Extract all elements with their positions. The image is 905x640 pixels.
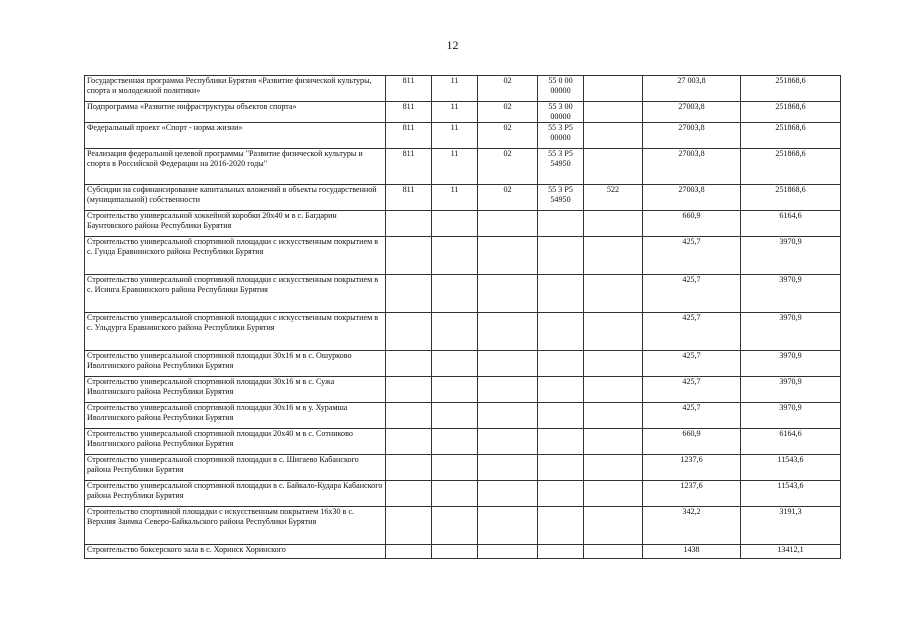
cell-subsection (478, 545, 538, 559)
cell-section: 11 (432, 123, 478, 149)
cell-sum-2020: 251868,6 (741, 185, 841, 211)
cell-section (432, 455, 478, 481)
cell-name: Строительство боксерского зала в с. Хоринск Хоринского (85, 545, 386, 559)
cell-expense-type (584, 76, 643, 102)
cell-target-article (538, 237, 584, 275)
cell-sum-2020: 6164,6 (741, 429, 841, 455)
cell-ministry (386, 481, 432, 507)
table-row (85, 149, 841, 185)
cell-target-article (538, 313, 584, 351)
cell-expense-type (584, 351, 643, 377)
cell-sum-2020: 3970,9 (741, 275, 841, 313)
cell-sum-2019: 27003,8 (643, 185, 741, 211)
cell-target-article (538, 275, 584, 313)
table-row (85, 185, 841, 211)
cell-section (432, 275, 478, 313)
cell-section (432, 237, 478, 275)
cell-sum-2020: 3970,9 (741, 237, 841, 275)
table-row (85, 377, 841, 403)
cell-sum-2019: 27003,8 (643, 149, 741, 185)
cell-section (432, 377, 478, 403)
table-row (85, 275, 841, 313)
cell-name: Строительство универсальной спортивной площадки с искусственным покрытием в с. Исинга Еравнинского района Республики Бурятия (85, 275, 386, 313)
cell-sum-2020: 251868,6 (741, 76, 841, 102)
cell-subsection: 02 (478, 149, 538, 185)
cell-section: 11 (432, 102, 478, 123)
cell-sum-2020: 3970,9 (741, 403, 841, 429)
cell-expense-type (584, 403, 643, 429)
cell-name: Строительство спортивной площадки с искусственным покрытием 16х30 в с. Верхняя Заимка Северо-Байкальского района Республики Бурятия (85, 507, 386, 545)
table-row (85, 351, 841, 377)
cell-ministry: 811 (386, 102, 432, 123)
cell-ministry: 811 (386, 185, 432, 211)
cell-section (432, 481, 478, 507)
cell-target-article (538, 403, 584, 429)
cell-target-article (538, 455, 584, 481)
table-row (85, 123, 841, 149)
cell-subsection (478, 211, 538, 237)
cell-subsection: 02 (478, 185, 538, 211)
cell-sum-2019: 1237,6 (643, 481, 741, 507)
cell-section (432, 545, 478, 559)
cell-section: 11 (432, 185, 478, 211)
cell-section (432, 211, 478, 237)
cell-name: Подпрограмма «Развитие инфраструктуры объектов спорта» (85, 102, 386, 123)
cell-sum-2019: 425,7 (643, 237, 741, 275)
cell-sum-2020: 3970,9 (741, 351, 841, 377)
cell-expense-type (584, 455, 643, 481)
cell-target-article: 55 3 P5 54950 (538, 149, 584, 185)
cell-target-article (538, 211, 584, 237)
cell-ministry (386, 455, 432, 481)
cell-sum-2020: 3970,9 (741, 377, 841, 403)
cell-sum-2019: 1237,6 (643, 455, 741, 481)
cell-sum-2020: 11543,6 (741, 455, 841, 481)
cell-sum-2020: 6164,6 (741, 211, 841, 237)
cell-name: Реализация федеральной целевой программы "Развитие физической культуры и спорта в Российской Федерации на 2016-2020 годы" (85, 149, 386, 185)
cell-section (432, 313, 478, 351)
cell-sum-2019: 27003,8 (643, 123, 741, 149)
cell-subsection (478, 507, 538, 545)
cell-expense-type (584, 545, 643, 559)
cell-ministry: 811 (386, 123, 432, 149)
table-row (85, 507, 841, 545)
cell-target-article: 55 3 00 00000 (538, 102, 584, 123)
cell-ministry (386, 351, 432, 377)
cell-ministry (386, 377, 432, 403)
cell-name: Строительство универсальной спортивной площадки 30х16 м в с. Сужа Иволгинского района Республики Бурятия (85, 377, 386, 403)
cell-name: Строительство универсальной спортивной площадки с искусственным покрытием в с. Ульдурга Еравнинского района Республики Бурятия (85, 313, 386, 351)
cell-expense-type (584, 275, 643, 313)
table-row (85, 102, 841, 123)
cell-section: 11 (432, 76, 478, 102)
cell-sum-2020: 3970,9 (741, 313, 841, 351)
cell-name: Государственная программа Республики Бурятия «Развитие физической культуры, спорта и молодежной политики» (85, 76, 386, 102)
cell-sum-2019: 1438 (643, 545, 741, 559)
cell-section (432, 429, 478, 455)
cell-ministry (386, 507, 432, 545)
cell-subsection (478, 377, 538, 403)
cell-sum-2019: 425,7 (643, 351, 741, 377)
cell-sum-2020: 251868,6 (741, 149, 841, 185)
table-row (85, 481, 841, 507)
cell-section (432, 351, 478, 377)
table-row (85, 455, 841, 481)
cell-subsection: 02 (478, 76, 538, 102)
cell-ministry (386, 211, 432, 237)
page-number: 12 (446, 38, 459, 52)
cell-target-article: 55 3 P5 54950 (538, 185, 584, 211)
cell-subsection (478, 275, 538, 313)
cell-expense-type (584, 102, 643, 123)
cell-subsection (478, 403, 538, 429)
cell-target-article (538, 351, 584, 377)
cell-ministry: 811 (386, 76, 432, 102)
cell-subsection (478, 313, 538, 351)
cell-sum-2019: 425,7 (643, 403, 741, 429)
cell-sum-2019: 27 003,8 (643, 76, 741, 102)
cell-expense-type (584, 507, 643, 545)
cell-subsection (478, 351, 538, 377)
cell-name: Строительство универсальной хоккейной коробки 20х40 м в с. Багдарин Баунтовского района Республики Бурятия (85, 211, 386, 237)
cell-expense-type (584, 211, 643, 237)
table-row (85, 313, 841, 351)
cell-sum-2020: 251868,6 (741, 123, 841, 149)
cell-name: Строительство универсальной спортивной площадки 20х40 м в с. Сотниково Иволгинского района Республики Бурятия (85, 429, 386, 455)
cell-target-article: 55 3 P5 00000 (538, 123, 584, 149)
cell-sum-2019: 660,9 (643, 211, 741, 237)
cell-section: 11 (432, 149, 478, 185)
cell-ministry (386, 275, 432, 313)
cell-target-article (538, 507, 584, 545)
cell-section (432, 403, 478, 429)
cell-expense-type (584, 149, 643, 185)
cell-subsection (478, 455, 538, 481)
table-row (85, 211, 841, 237)
cell-expense-type (584, 237, 643, 275)
cell-sum-2020: 11543,6 (741, 481, 841, 507)
cell-sum-2019: 425,7 (643, 377, 741, 403)
cell-expense-type: 522 (584, 185, 643, 211)
budget-table (84, 75, 841, 559)
cell-sum-2020: 13412,1 (741, 545, 841, 559)
cell-ministry: 811 (386, 149, 432, 185)
cell-expense-type (584, 481, 643, 507)
cell-section (432, 507, 478, 545)
cell-expense-type (584, 429, 643, 455)
cell-name: Федеральный проект «Спорт - норма жизни» (85, 123, 386, 149)
cell-ministry (386, 313, 432, 351)
cell-sum-2020: 3191,3 (741, 507, 841, 545)
cell-sum-2019: 660,9 (643, 429, 741, 455)
cell-ministry (386, 237, 432, 275)
cell-target-article (538, 377, 584, 403)
cell-sum-2019: 342,2 (643, 507, 741, 545)
cell-subsection: 02 (478, 102, 538, 123)
table-row (85, 429, 841, 455)
cell-name: Строительство универсальной спортивной площадки с искусственным покрытием в с. Гунда Еравнинского района Республики Бурятия (85, 237, 386, 275)
cell-subsection: 02 (478, 123, 538, 149)
cell-sum-2020: 251868,6 (741, 102, 841, 123)
cell-expense-type (584, 123, 643, 149)
cell-name: Строительство универсальной спортивной площадки 30х16 м в с. Ошурково Иволгинского района Республики Бурятия (85, 351, 386, 377)
table-row (85, 237, 841, 275)
cell-name: Субсидии на софинансирование капитальных вложений в объекты государственной (муниципальной) собственности (85, 185, 386, 211)
cell-target-article (538, 481, 584, 507)
cell-subsection (478, 429, 538, 455)
cell-sum-2019: 27003,8 (643, 102, 741, 123)
cell-target-article (538, 429, 584, 455)
cell-expense-type (584, 377, 643, 403)
cell-sum-2019: 425,7 (643, 275, 741, 313)
cell-ministry (386, 403, 432, 429)
table-row (85, 545, 841, 559)
cell-name: Строительство универсальной спортивной площадки 30х16 м в у. Хурамша Иволгинского района Республики Бурятия (85, 403, 386, 429)
cell-name: Строительство универсальной спортивной площадки в с. Шигаево Кабанского района Республики Бурятия (85, 455, 386, 481)
cell-expense-type (584, 313, 643, 351)
cell-target-article (538, 545, 584, 559)
cell-target-article: 55 0 00 00000 (538, 76, 584, 102)
cell-name: Строительство универсальной спортивной площадки в с. Байкало-Кудара Кабанского района Республики Бурятия (85, 481, 386, 507)
cell-ministry (386, 545, 432, 559)
cell-subsection (478, 481, 538, 507)
table-row (85, 76, 841, 102)
table-row (85, 403, 841, 429)
cell-sum-2019: 425,7 (643, 313, 741, 351)
cell-ministry (386, 429, 432, 455)
cell-subsection (478, 237, 538, 275)
